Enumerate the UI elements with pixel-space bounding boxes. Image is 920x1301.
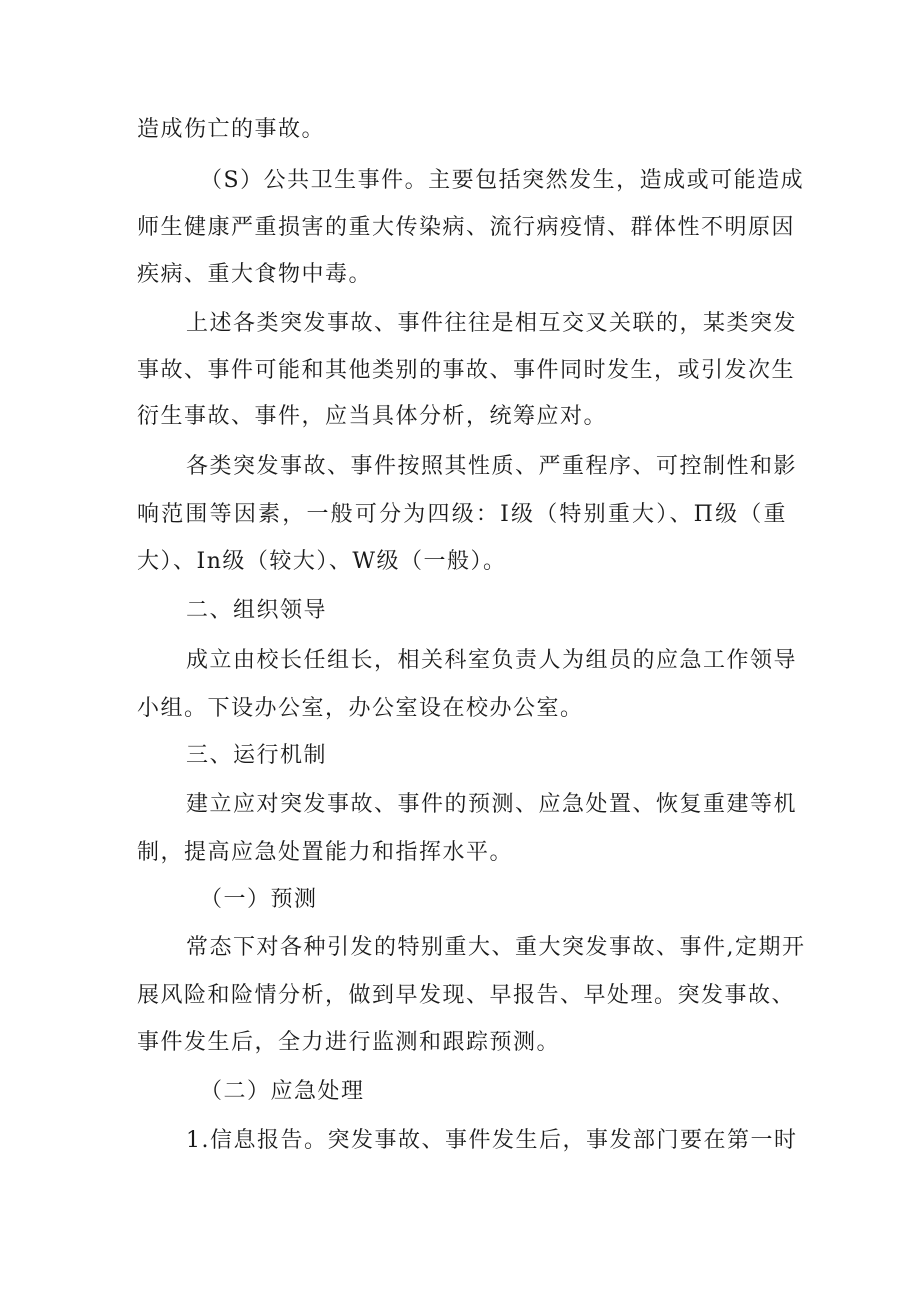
- paragraph-line: 1.信息报告。突发事故、事件发生后，事发部门要在第一时: [186, 1128, 798, 1153]
- paragraph-line: 成立由校长任组长，相关科室负责人为组员的应急工作领导: [186, 648, 798, 673]
- text-line: 衍生事故、事件，应当具体分析，统筹应对。: [137, 404, 608, 429]
- text-line: 展风险和险情分析，做到早发现、早报告、早处理。突发事故、: [137, 983, 796, 1008]
- paragraph-line: 常态下对各种引发的特别重大、重大突发事故、事件,定期开: [186, 935, 806, 960]
- text-line: 疾病、重大食物中毒。: [137, 262, 373, 287]
- paragraph-line: （S）公共卫生事件。主要包括突然发生，造成或可能造成: [200, 168, 805, 193]
- text-line: 响范围等因素，一般可分为四级：Ⅰ级（特别重大）、Π级（重: [137, 502, 787, 527]
- paragraph-line: 各类突发事故、事件按照其性质、严重程序、可控制性和影: [186, 454, 798, 479]
- section-heading: 三、运行机制: [186, 743, 328, 768]
- text-line: 制，提高应急处置能力和指挥水平。: [137, 840, 514, 865]
- text-line: 造成伤亡的事故。: [137, 117, 326, 142]
- section-heading: 二、组织领导: [186, 598, 328, 623]
- text-line: 师生健康严重损害的重大传染病、流行病疫情、群体性不明原因: [137, 215, 796, 240]
- text-line: 事件发生后，全力进行监测和跟踪预测。: [137, 1030, 561, 1055]
- subsection-heading: （一）预测: [200, 887, 318, 912]
- subsection-heading: （二）应急处理: [200, 1079, 365, 1104]
- paragraph-line: 上述各类突发事故、事件往往是相互交叉关联的，某类突发: [186, 311, 798, 336]
- text-line: 事故、事件可能和其他类别的事故、事件同时发生，或引发次生: [137, 358, 796, 383]
- text-line: 大）、In级（较大）、W级（一般）。: [137, 549, 507, 574]
- text-line: 小组。下设办公室，办公室设在校办公室。: [137, 696, 584, 721]
- paragraph-line: 建立应对突发事故、事件的预测、应急处置、恢复重建等机: [186, 792, 798, 817]
